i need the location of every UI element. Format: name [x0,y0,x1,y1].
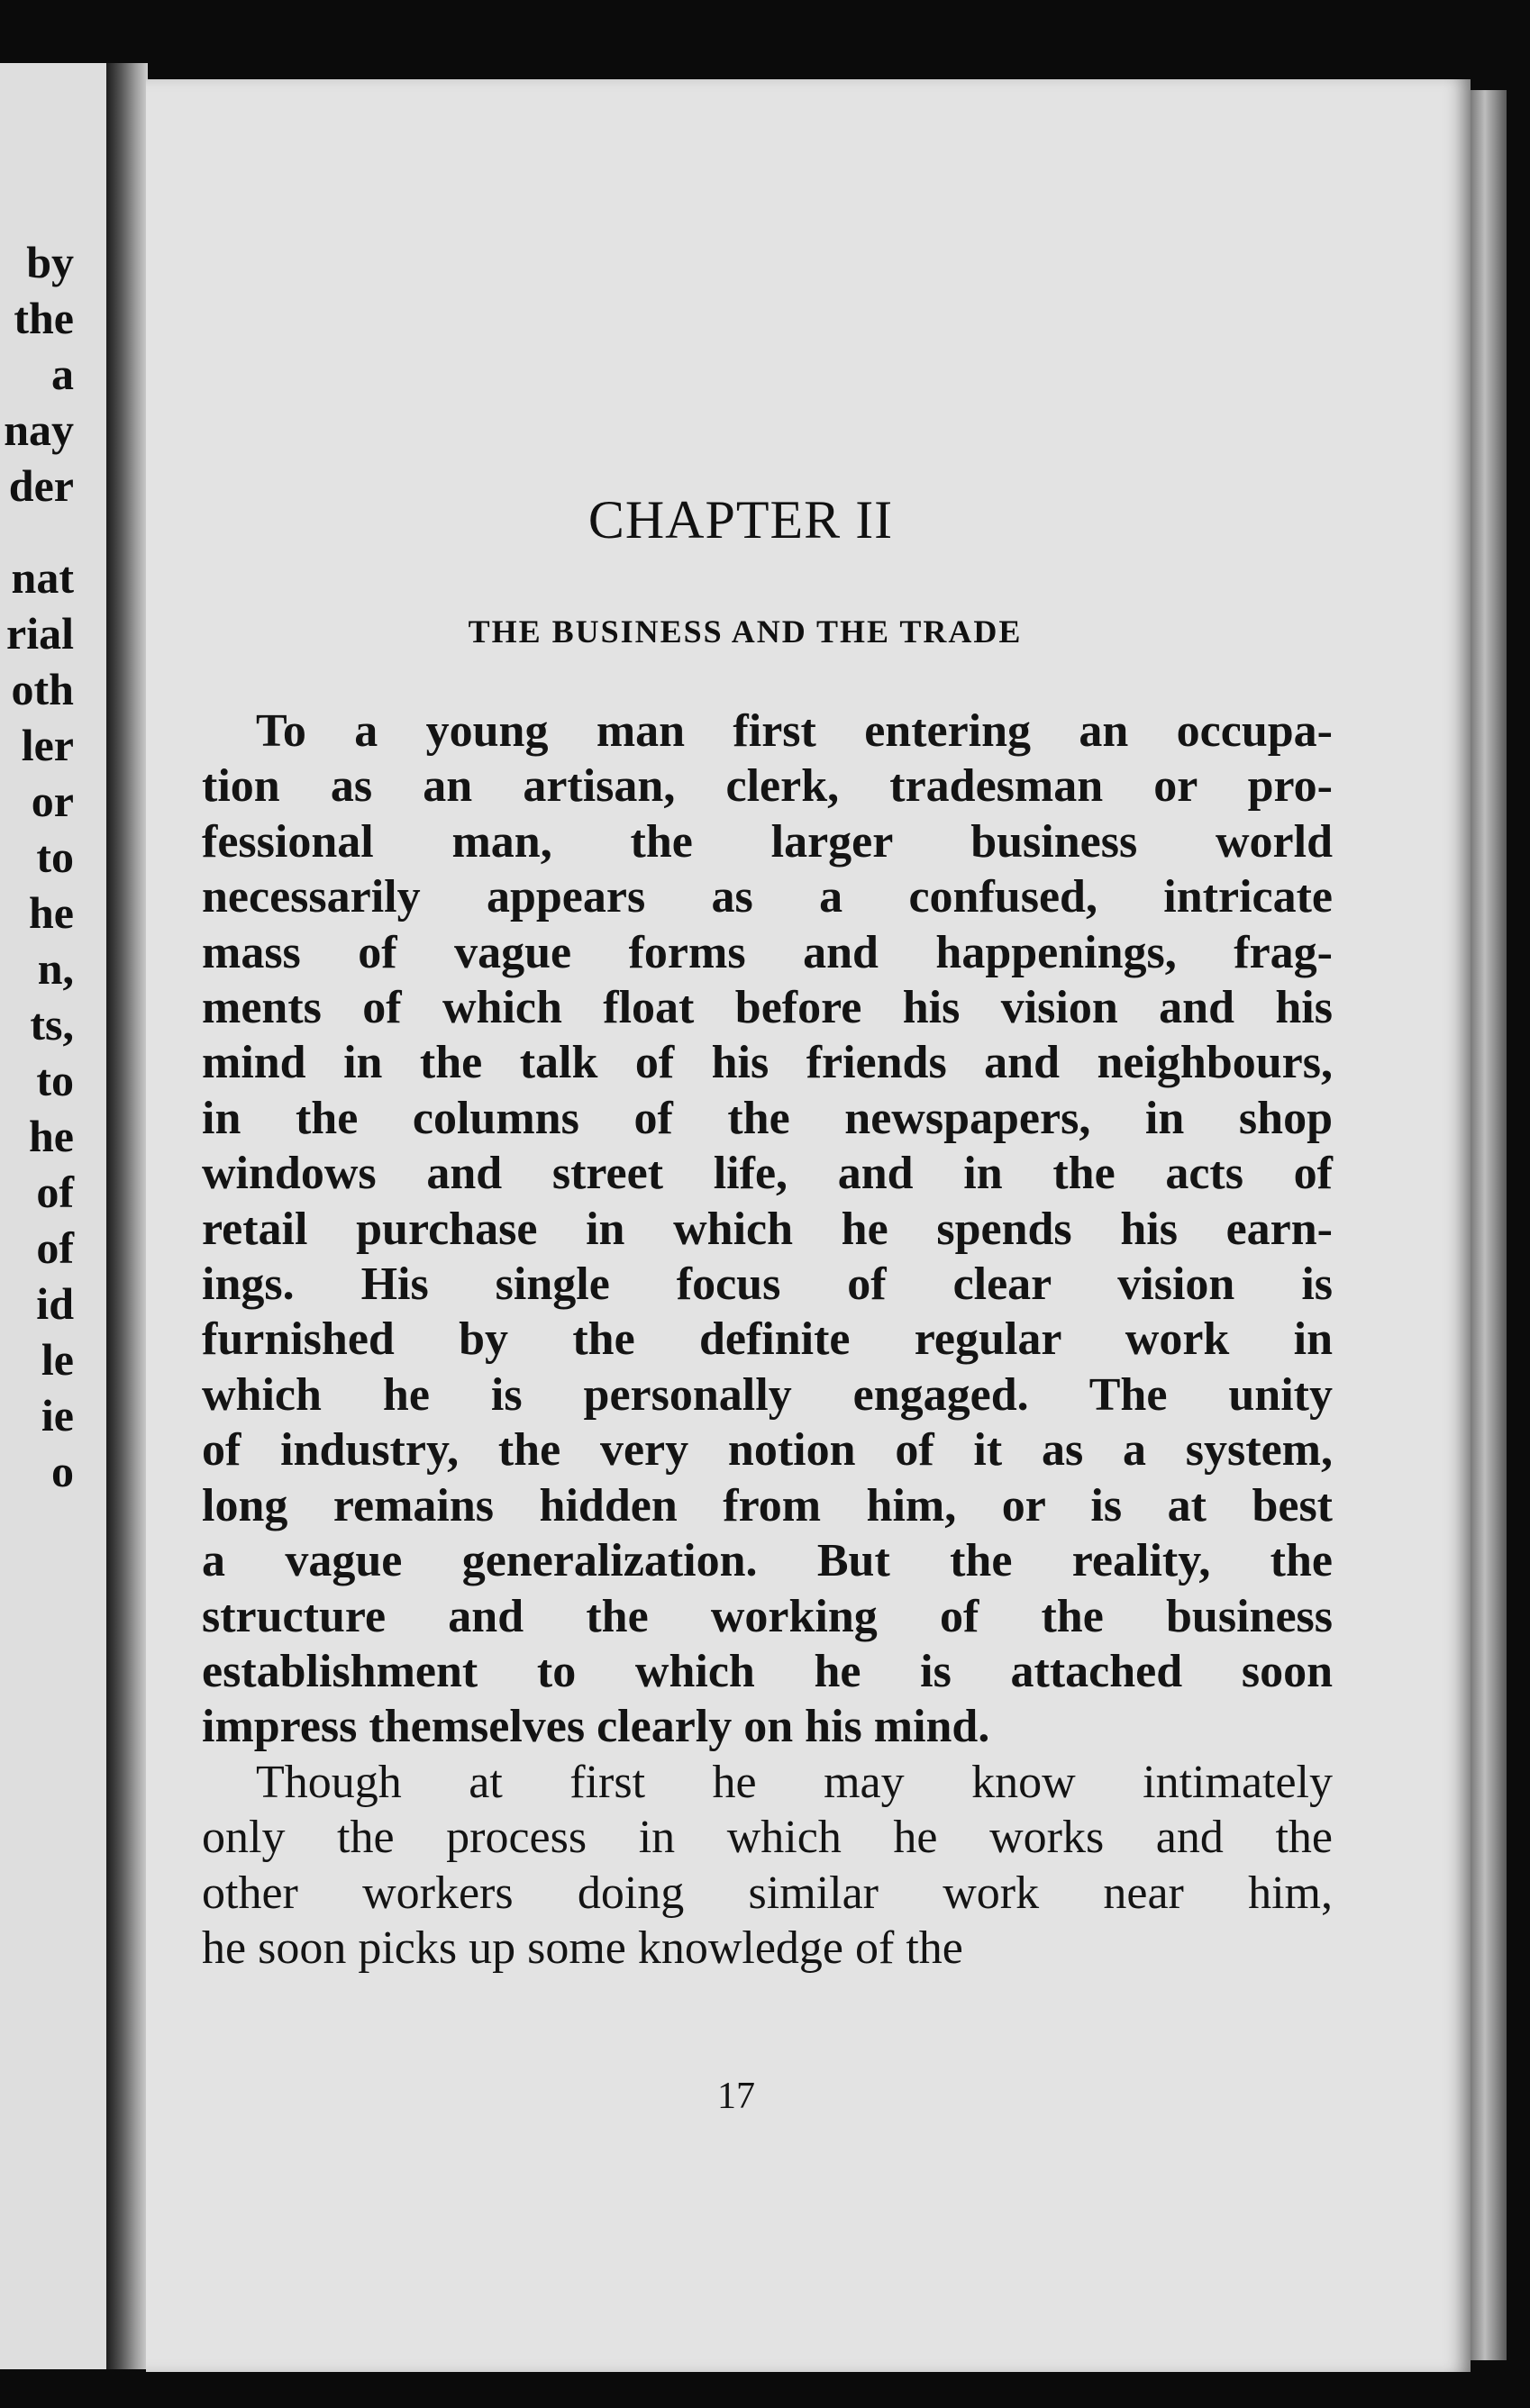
book-page [146,79,1471,2372]
chapter-title: CHAPTER II [587,490,894,550]
facing-page-line: n, [37,943,74,994]
facing-page-line: o [51,1446,74,1496]
facing-page-line: to [36,831,74,882]
facing-page-line: the [14,293,74,343]
facing-page-line: ts, [30,999,74,1050]
facing-page-line: to [36,1055,74,1105]
facing-page-line: nay [4,404,74,455]
page-number: 17 [717,2076,755,2117]
facing-page-line: ie [41,1390,74,1440]
text-line: structure and the working of the business [202,1590,1333,1642]
facing-page-line: of [36,1167,74,1217]
paragraph-1 [202,704,1333,1755]
facing-page-text [0,234,74,1499]
book-gutter [106,63,148,2369]
facing-page-line: le [41,1334,74,1385]
text-line: mind in the talk of his friends and neighbours, [202,1037,1333,1089]
facing-page-line: or [31,776,74,826]
facing-page-line: der [8,460,74,511]
text-line: ings. His single focus of clear vision is [202,1259,1333,1311]
text-line: of industry, the very notion of it as a system, [202,1424,1333,1477]
facing-page-fragment [0,63,108,2369]
text-line: impress themselves clearly on his mind. [202,1701,990,1753]
text-line: tion as an artisan, clerk, tradesman or pro- [202,760,1333,813]
facing-page-line: he [29,887,74,938]
facing-page-line: oth [11,664,74,714]
facing-page-line: of [36,1222,74,1273]
text-line: long remains hidden from him, or is at best [202,1479,1333,1531]
text-line: establishment to which he is attached soon [202,1645,1333,1697]
paragraph-2 [202,1755,1333,1976]
text-line: furnished by the definite regular work in [202,1313,1333,1366]
page-edge [1471,90,1507,2360]
body-text [202,704,1333,1976]
text-line: in the columns of the newspapers, in shop [202,1092,1333,1144]
text-line: he soon picks up some knowledge of the [202,1922,963,1974]
text-line: which he is personally engaged. The unity [202,1368,1333,1421]
text-line: fessional man, the larger business world [202,815,1333,868]
facing-page-line: rial [6,608,74,659]
text-line: retail purchase in which he spends his earn- [202,1203,1333,1255]
facing-page-line: ler [21,720,74,770]
text-line: necessarily appears as a confused, intricate [202,871,1333,923]
facing-page-line: id [36,1278,74,1329]
text-line: windows and street life, and in the acts of [202,1148,1333,1200]
text-line: only the process in which he works and the [202,1812,1333,1864]
text-line: To a young man first entering an occupa- [256,705,1333,757]
facing-page-line: a [51,349,74,399]
chapter-subtitle: THE BUSINESS AND THE TRADE [468,613,1023,650]
text-line: Though at first he may know intimately [256,1756,1333,1808]
facing-page-line: he [29,1111,74,1161]
text-line: ments of which float before his vision and his [202,982,1333,1034]
text-line: a vague generalization. But the reality, the [202,1535,1333,1587]
text-line: other workers doing similar work near him, [202,1867,1333,1919]
facing-page-line: by [26,237,74,287]
facing-page-line: nat [11,552,74,603]
text-line: mass of vague forms and happenings, frag- [202,926,1333,978]
